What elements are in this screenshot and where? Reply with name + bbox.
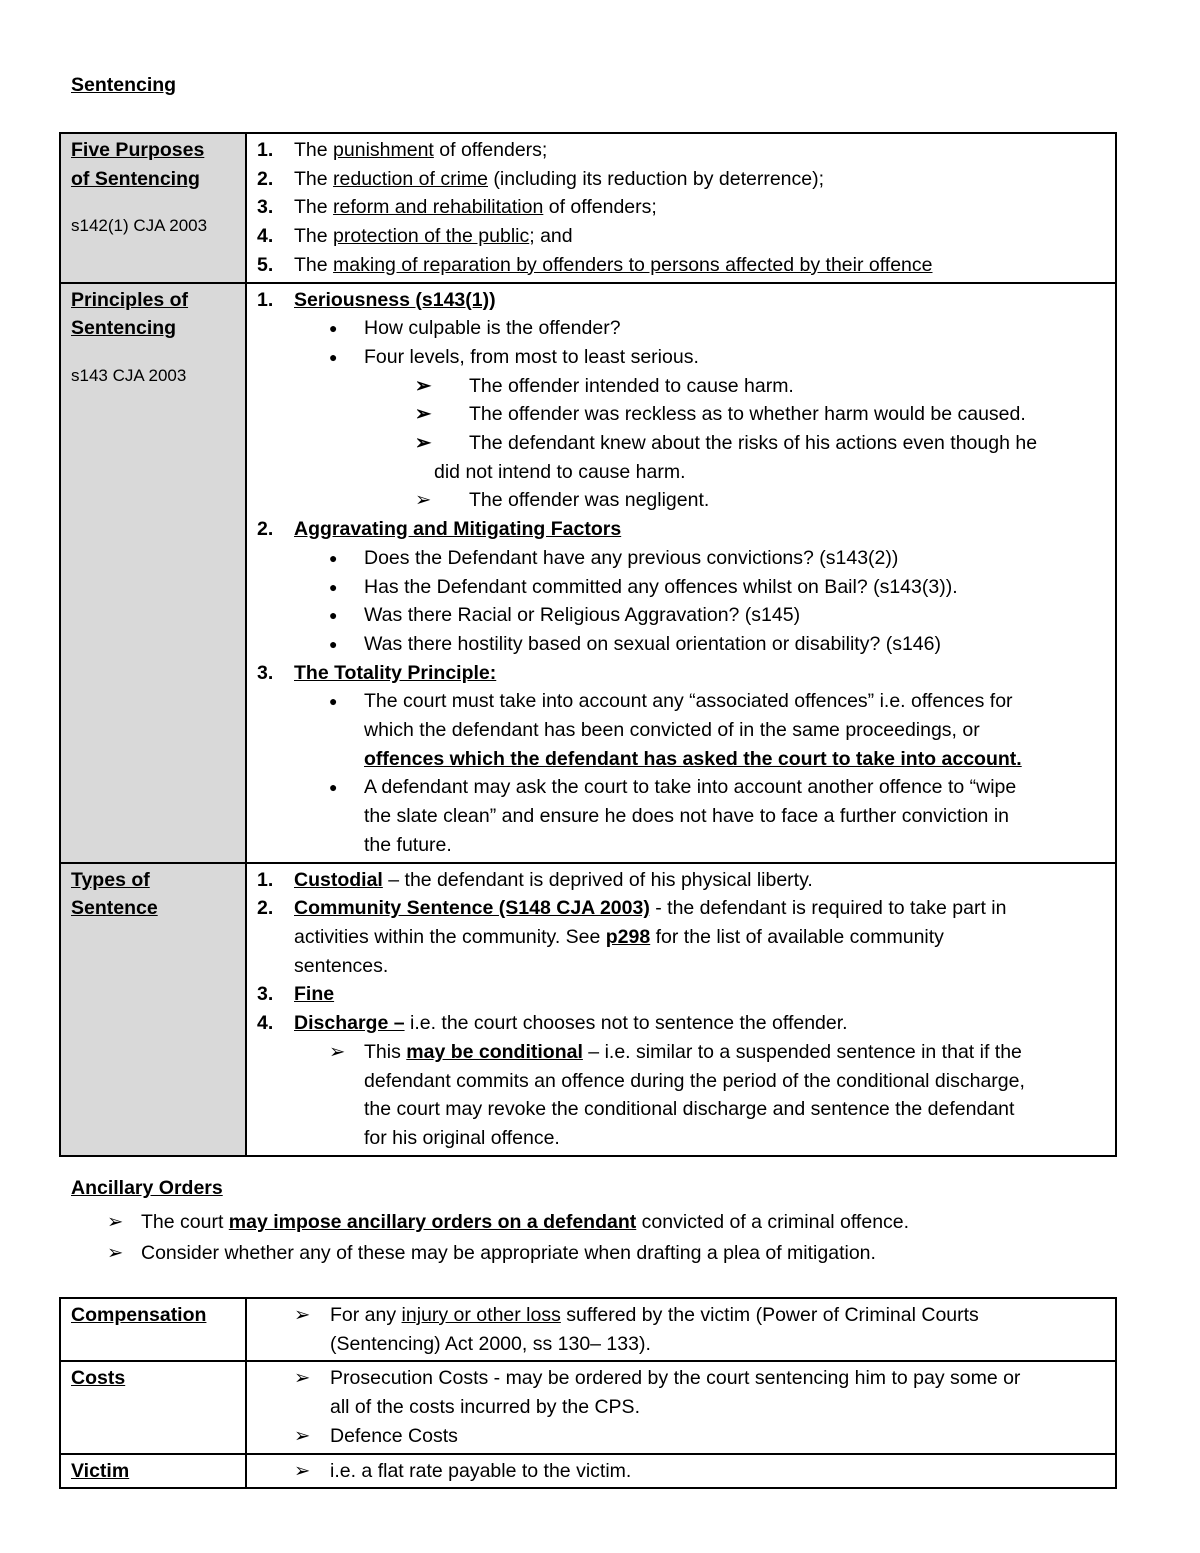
purposes-label-line2: of Sentencing (71, 167, 200, 190)
arrow-icon: ➢ (107, 1242, 124, 1264)
arrow-icon: ➢ (294, 1459, 311, 1482)
list-item: ➢ The offender intended to cause harm. (257, 372, 1105, 401)
list-item: ➢ The court may impose ancillary orders on a defendant convicted of a criminal offence. (107, 1207, 909, 1238)
types-label-cell (60, 863, 246, 1156)
victim-label: Victim (71, 1459, 130, 1482)
list-item: ➢ i.e. a flat rate payable to the victim. (294, 1457, 1105, 1486)
types-label-line1: Types of (71, 868, 150, 891)
bullet-icon: ● (329, 693, 338, 710)
purposes-content-cell (246, 133, 1116, 283)
purposes-row (60, 133, 1116, 283)
list-item: ● How culpable is the offender? (257, 314, 1105, 343)
purpose-item: 1. The punishment of offenders; (257, 139, 548, 161)
compensation-row (60, 1298, 1116, 1361)
list-item: ➢ The defendant knew about the risks of his actions even though he (257, 429, 1105, 458)
purpose-item: 2. The reduction of crime (including its reduction by deterrence); (257, 167, 825, 190)
list-item: 4. Discharge – i.e. the court chooses not to sentence the offender. (257, 1012, 848, 1035)
ancillary-orders-table (59, 1297, 1117, 1489)
list-item: ● Was there hostility based on sexual orientation or disability? (s146) (257, 630, 1105, 659)
list-item-continuation: for his original offence. (364, 1126, 560, 1149)
purposes-label-line1: Five Purposes (71, 139, 205, 161)
list-item: ● The court must take into account any “associated offences” i.e. offences for (257, 687, 1105, 716)
ancillary-orders-heading: Ancillary Orders (71, 1177, 223, 1199)
bullet-icon: ● (329, 320, 338, 337)
list-item: ➢ Prosecution Costs - may be ordered by the court sentencing him to pay some or (294, 1364, 1105, 1393)
list-item-continuation: the court may revoke the conditional discharge and sentence the defendant (364, 1098, 1015, 1121)
list-item: ➢ Consider whether any of these may be appropriate when drafting a plea of mitigation. (107, 1238, 909, 1269)
bullet-icon: ● (329, 549, 338, 566)
list-item: ● Does the Defendant have any previous convictions? (s143(2)) (257, 544, 1105, 573)
list-item: ➢ The offender was negligent. (257, 486, 1105, 515)
list-item-continuation: the slate clean” and ensure he does not have to face a further conviction in (364, 805, 1009, 828)
victim-content-cell (246, 1454, 1116, 1489)
list-item: ➢ Defence Costs (294, 1422, 1105, 1451)
list-item: ● Four levels, from most to least serious. (257, 343, 1105, 372)
arrow-icon: ➢ (294, 1424, 311, 1447)
list-item: 1. Custodial – the defendant is deprived of his physical liberty. (257, 868, 813, 891)
arrow-icon: ➢ (415, 489, 432, 512)
types-label-line2: Sentence (71, 897, 158, 920)
arrow-icon: ➢ (415, 403, 432, 426)
purpose-item: 3. The reform and rehabilitation of offenders; (257, 196, 657, 219)
bullet-icon: ● (329, 348, 338, 365)
list-item: ➢ For any injury or other loss suffered by the victim (Power of Criminal Courts (294, 1301, 1105, 1330)
principle-heading-seriousness: 1. Seriousness (s143(1)) (257, 288, 496, 311)
principles-row (60, 283, 1116, 863)
sentencing-table (59, 132, 1117, 1157)
bullet-icon: ● (329, 635, 338, 652)
principles-label-line1: Principles of (71, 288, 189, 311)
list-item-continuation: offences which the defendant has asked the court to take into account. (364, 747, 1022, 770)
list-item: 2. Community Sentence (S148 CJA 2003) - the defendant is required to take part in (257, 897, 1007, 920)
arrow-icon: ➢ (294, 1304, 311, 1326)
list-item: ➢ This may be conditional – i.e. similar to a suspended sentence in that if the (257, 1038, 1105, 1067)
ancillary-list (107, 1207, 909, 1269)
costs-label-cell (60, 1361, 246, 1453)
costs-content-cell (246, 1361, 1116, 1453)
victim-label-cell (60, 1454, 246, 1489)
victim-row (60, 1454, 1116, 1489)
list-item: ● A defendant may ask the court to take into account another offence to “wipe (257, 773, 1105, 802)
list-item-continuation: did not intend to cause harm. (434, 460, 686, 483)
compensation-content-cell (246, 1298, 1116, 1361)
list-item-continuation: defendant commits an offence during the period of the conditional discharge, (364, 1069, 1025, 1092)
bullet-icon: ● (329, 779, 338, 796)
purpose-item: 5. The making of reparation by offenders to persons affected by their offence (257, 253, 933, 276)
compensation-label-cell (60, 1298, 246, 1361)
principles-label-cell (60, 283, 246, 863)
list-item-continuation: (Sentencing) Act 2000, ss 130– 133). (330, 1332, 651, 1355)
arrow-icon: ➢ (415, 374, 432, 397)
principles-label-line2: Sentencing (71, 317, 177, 340)
list-item-continuation: all of the costs incurred by the CPS. (330, 1396, 640, 1419)
costs-label: Costs (71, 1367, 126, 1390)
list-item: ● Has the Defendant committed any offences whilst on Bail? (s143(3)). (257, 573, 1105, 602)
list-item: 3. Fine (257, 983, 335, 1006)
list-item-continuation: which the defendant has been convicted of in the same proceedings, or (364, 719, 980, 742)
arrow-icon: ➢ (329, 1040, 346, 1063)
arrow-icon: ➢ (415, 432, 432, 455)
list-item-continuation: activities within the community. See p298 for the list of available community (294, 925, 944, 948)
purposes-label-cell (60, 133, 246, 283)
arrow-icon: ➢ (294, 1367, 311, 1390)
list-item-continuation: the future. (364, 833, 452, 856)
page-title: Sentencing (71, 74, 177, 96)
principle-heading-totality: 3. The Totality Principle: (257, 661, 497, 684)
list-item: ➢ The offender was reckless as to whether harm would be caused. (257, 400, 1105, 429)
types-content-cell (246, 863, 1116, 1156)
principles-content-cell (246, 283, 1116, 863)
costs-row (60, 1361, 1116, 1453)
principle-heading-aggravating: 2. Aggravating and Mitigating Factors (257, 518, 622, 541)
list-item: ● Was there Racial or Religious Aggravation? (s145) (257, 601, 1105, 630)
purposes-ref: s142(1) CJA 2003 (71, 216, 208, 236)
types-row (60, 863, 1116, 1156)
bullet-icon: ● (329, 607, 338, 624)
compensation-label: Compensation (71, 1304, 207, 1326)
purpose-item: 4. The protection of the public; and (257, 225, 573, 248)
list-item-continuation: sentences. (294, 954, 389, 977)
bullet-icon: ● (329, 578, 338, 595)
principles-ref: s143 CJA 2003 (71, 365, 187, 385)
arrow-icon: ➢ (107, 1211, 124, 1233)
